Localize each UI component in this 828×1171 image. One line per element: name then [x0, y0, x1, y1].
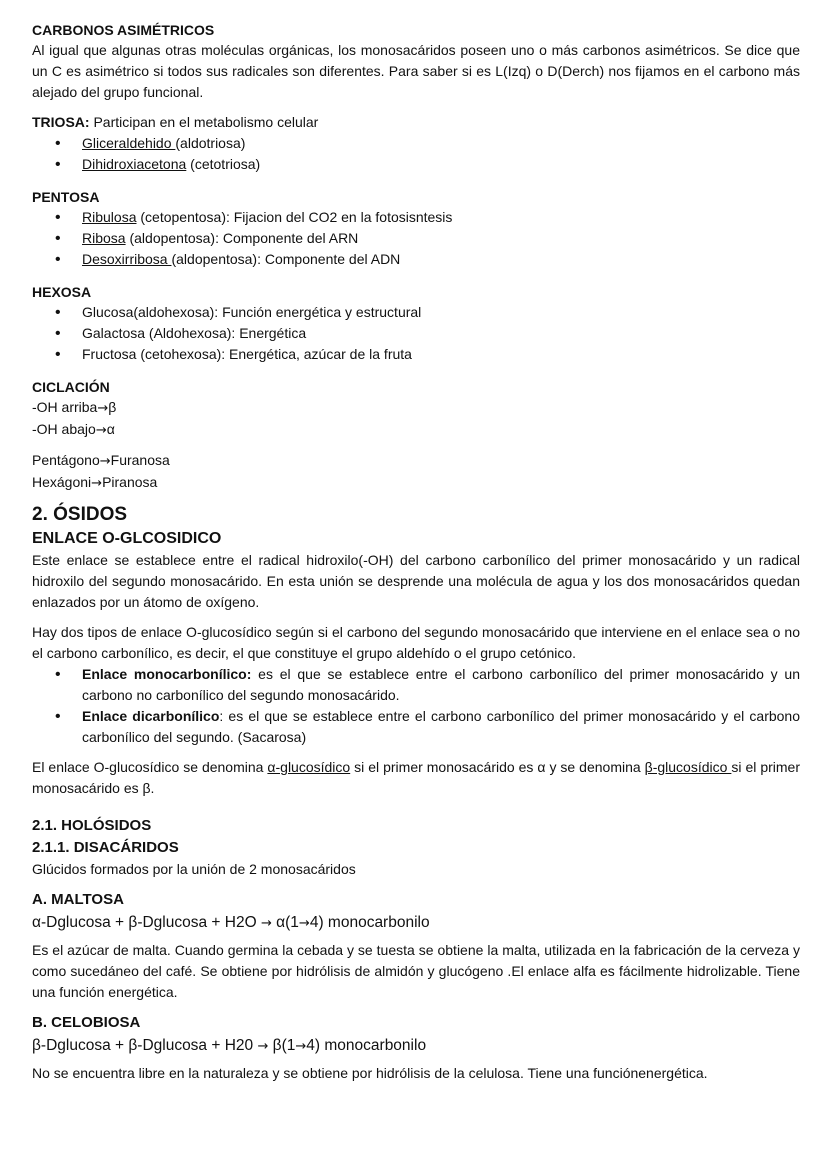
carbonos-text: Al igual que algunas otras moléculas orgánicas, los monosacáridos poseen uno o más carbonos asimétricos. Se dice que un C es asimétrico si todos sus radicales son diferentes. Para saber si es L(Izq) o D(Derch) nos fijamos en el carbono más alejado del grupo funcional. [32, 42, 800, 100]
document-page [32, 20, 800, 1084]
enlace-types-list [32, 664, 800, 748]
arrow-icon: → [95, 423, 107, 438]
list-item: • Ribosa (aldopentosa): Componente del ARN [32, 228, 800, 249]
hexosa-list [32, 302, 800, 365]
maltosa-text: Es el azúcar de malta. Cuando germina la cebada y se tuesta se obtiene la malta, utilizada en la fabricación de la cerveza y como sucedáneo del café. Se obtiene por hidrólisis de almidón y glucógeno .El enlace alfa es fácilmente hidrolizable. Tiene una función energética. [32, 942, 800, 1000]
triosa-list [32, 133, 800, 175]
maltosa-title: A. MALTOSA [32, 891, 124, 908]
disacaridos-desc: Glúcidos formados por la unión de 2 monosacáridos [32, 861, 356, 877]
enlace-paragraph: Hay dos tipos de enlace O-glucosídico según si el carbono del segundo monosacárido que interviene en el enlace sea o no el carbono carbonílico, es decir, el que constituye el grupo aldehído o el grupo cetónico. [32, 624, 800, 661]
maltosa-formula: α-Dglucosa + β-Dglucosa + H2O → α(1→4) monocarbonilo [32, 914, 430, 931]
ciclacion-line: Hexágoni→Piranosa [32, 474, 158, 491]
celobiosa-formula: β-Dglucosa + β-Dglucosa + H20 → β(1→4) monocarbonilo [32, 1037, 427, 1054]
triosa-line [32, 112, 800, 133]
list-item: • Fructosa (cetohexosa): Energética, azúcar de la fruta [32, 344, 800, 365]
enlace-paragraph: Este enlace se establece entre el radical hidroxilo(-OH) del carbono carbonílico del primer monosacárido y un radical hidroxilo del segundo monosacárido. En esta unión se desprende una molécula de agua y los dos monosacáridos quedan enlazados por un átomo de oxígeno. [32, 552, 800, 610]
arrow-icon: → [260, 916, 272, 931]
arrow-icon: → [91, 476, 103, 491]
list-item: • Galactosa (Aldohexosa): Energética [32, 323, 800, 344]
disacaridos-title: 2.1.1. DISACÁRIDOS [32, 839, 179, 856]
arrow-icon: → [295, 1039, 307, 1054]
arrow-icon: → [298, 916, 310, 931]
pentosa-title: PENTOSA [32, 189, 100, 205]
holosidos-title: 2.1. HOLÓSIDOS [32, 817, 152, 834]
ciclacion-title: CICLACIÓN [32, 379, 110, 395]
list-item: • Gliceraldehido (aldotriosa) [32, 133, 800, 154]
enlace-paragraph: El enlace O-glucosídico se denomina α-glucosídico si el primer monosacárido es α y se denomina β-glucosídico si el primer monosacárido es β. [32, 759, 800, 796]
triosa-desc: Participan en el metabolismo celular [89, 114, 319, 130]
ciclacion-line: -OH abajo→α [32, 421, 115, 438]
arrow-icon: → [97, 401, 109, 416]
list-item: • Enlace dicarbonílico: es el que se establece entre el carbono carbonílico del primer monosacárido y el carbono carbonílico del segundo. (Sacarosa) [32, 706, 800, 748]
triosa-label: TRIOSA: [32, 114, 90, 130]
list-item: • Dihidroxiacetona (cetotriosa) [32, 154, 800, 175]
list-item: • Glucosa(aldohexosa): Función energética y estructural [32, 302, 800, 323]
celobiosa-title: B. CELOBIOSA [32, 1014, 141, 1031]
arrow-icon: → [257, 1039, 269, 1054]
list-item: • Enlace monocarbonílico: es el que se establece entre el carbono carbonílico del primer monosacárido y un carbono no carbonílico del segundo monosacárido. [32, 664, 800, 706]
list-item: • Desoxirribosa (aldopentosa): Componente del ADN [32, 249, 800, 270]
celobiosa-text: No se encuentra libre en la naturaleza y se obtiene por hidrólisis de la celulosa. Tiene una funciónenergética. [32, 1065, 708, 1081]
pentosa-list [32, 207, 800, 270]
hexosa-title: HEXOSA [32, 284, 92, 300]
arrow-icon: → [99, 454, 111, 469]
osidos-title: 2. ÓSIDOS [32, 504, 128, 525]
carbonos-title: CARBONOS ASIMÉTRICOS [32, 22, 215, 38]
ciclacion-line: Pentágono→Furanosa [32, 452, 170, 469]
list-item: • Ribulosa (cetopentosa): Fijacion del CO2 en la fotosisntesis [32, 207, 800, 228]
enlace-title: ENLACE O-GLCOSIDICO [32, 530, 222, 547]
ciclacion-line: -OH arriba→β [32, 399, 117, 416]
